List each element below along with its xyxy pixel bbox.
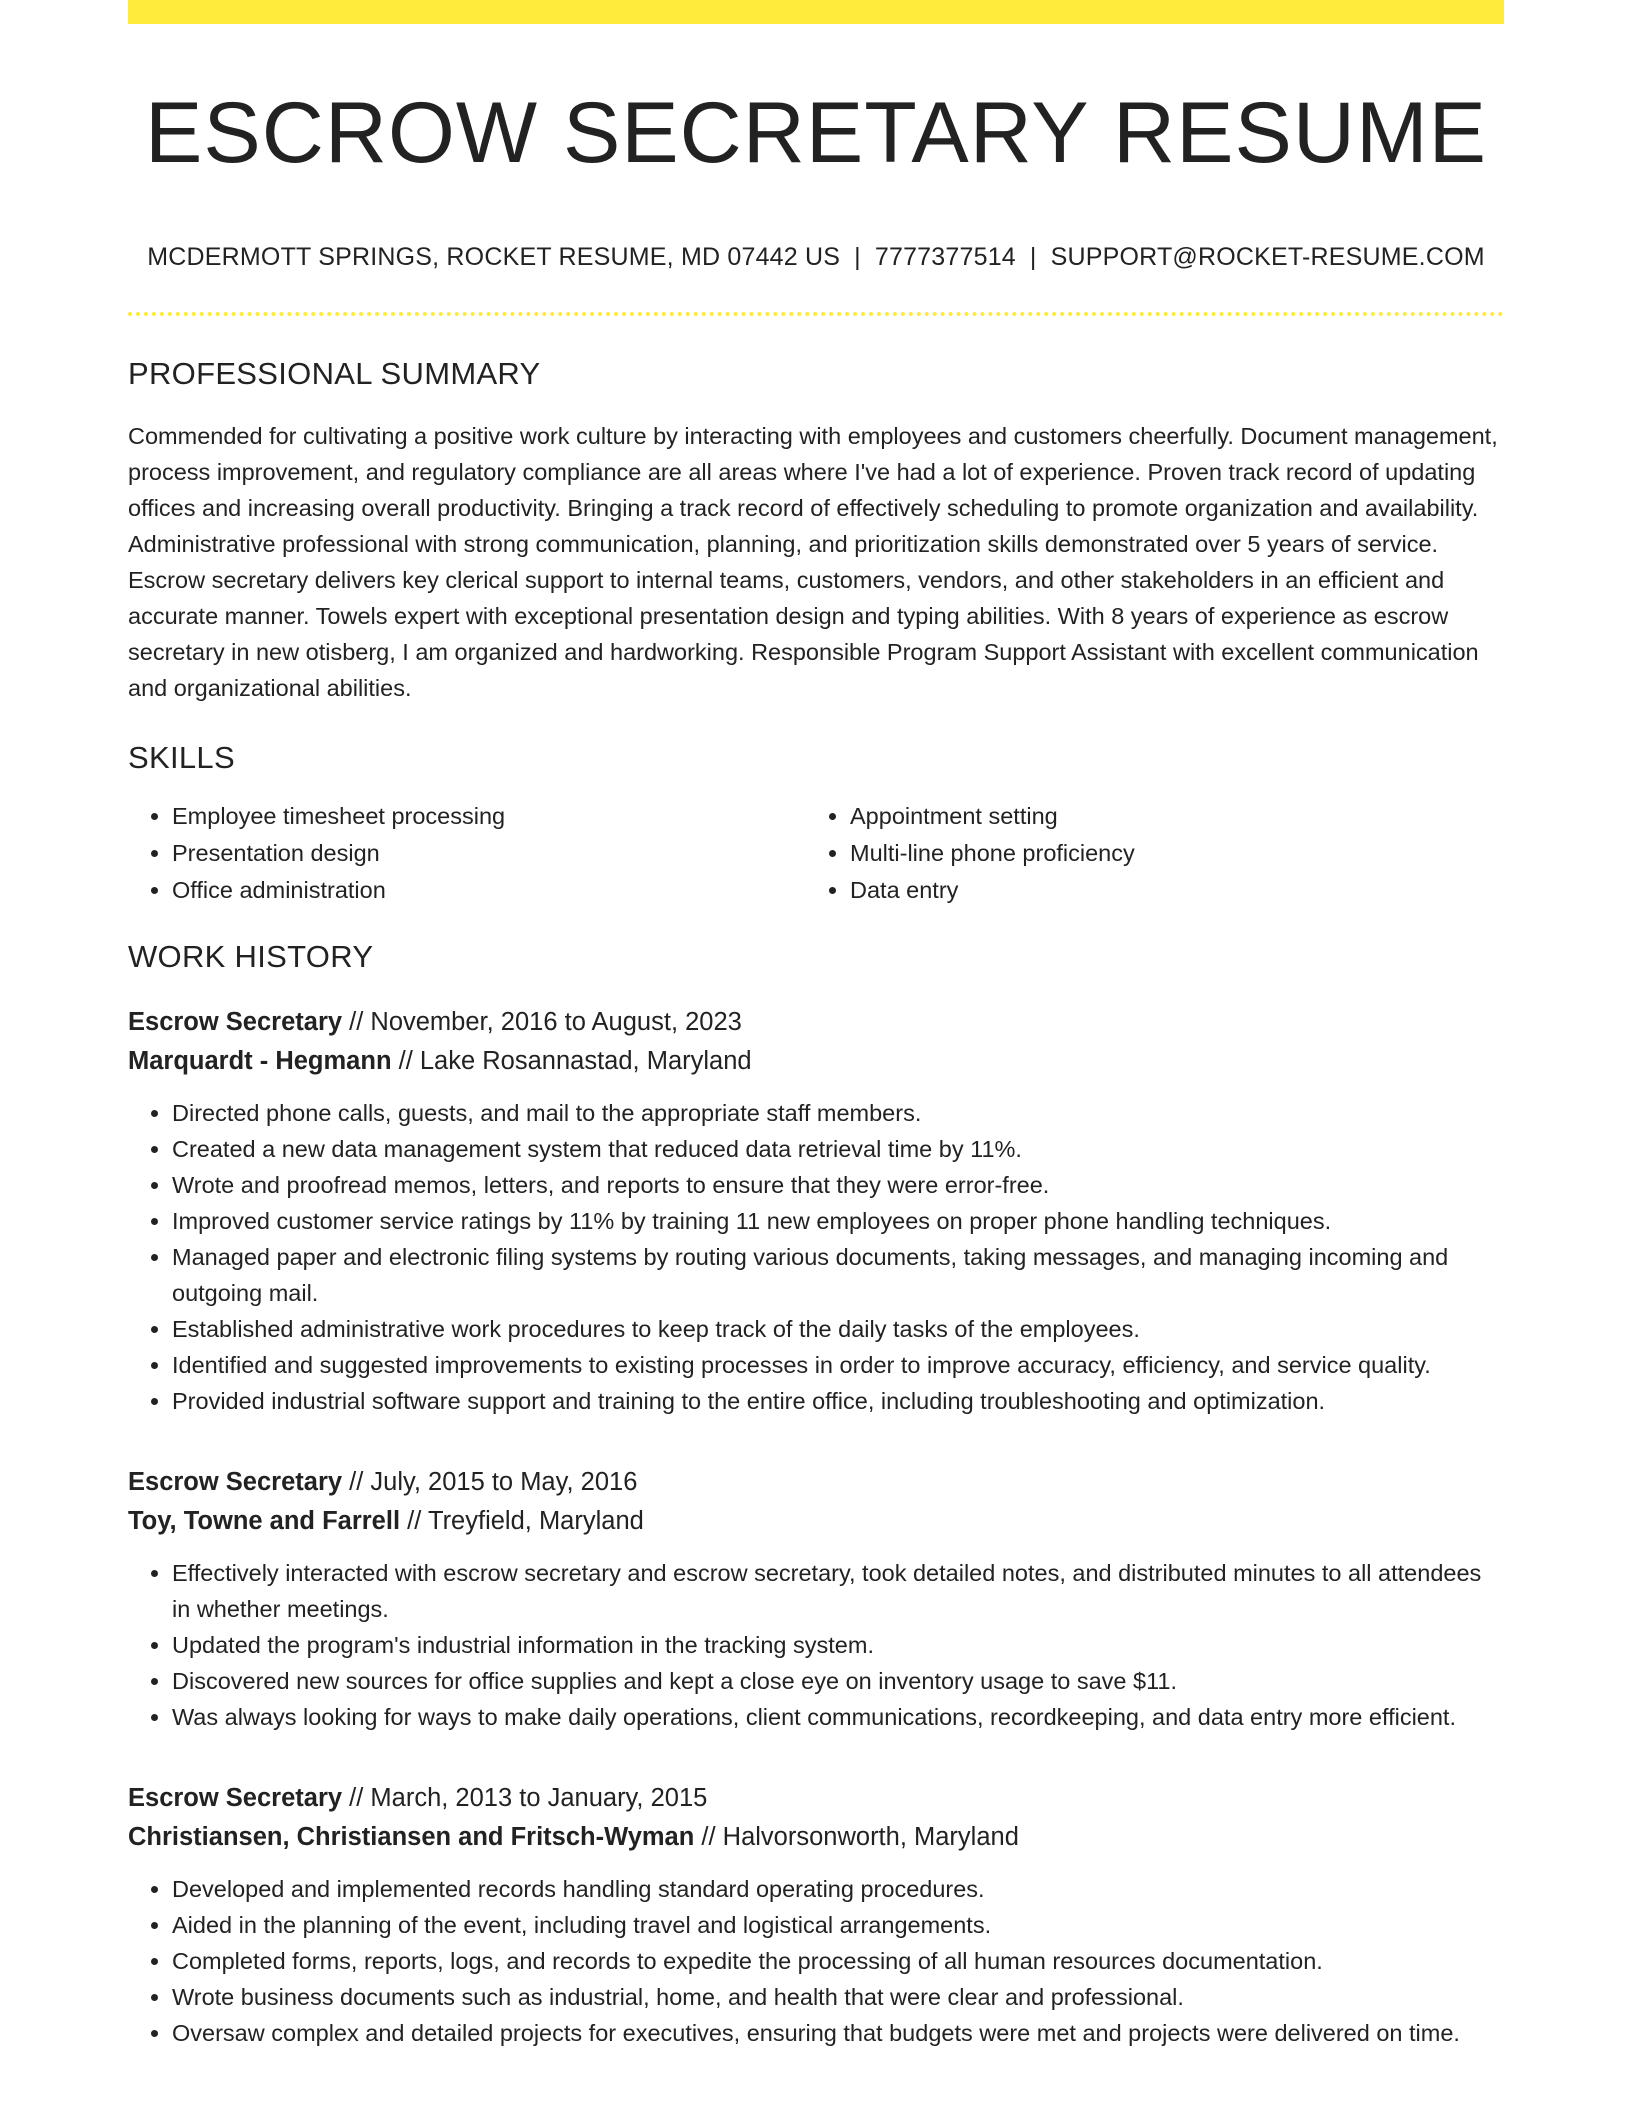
job-title-line <box>128 1779 1504 1818</box>
job-location: Treyfield, Maryland <box>427 1506 644 1535</box>
job-duty: • Managed paper and electronic filing systems by routing various documents, taking messages, and managing incoming and outgoing mail. <box>172 1239 1504 1311</box>
job-dates: July, 2015 to May, 2016 <box>370 1467 638 1496</box>
resume-page <box>128 0 1504 2051</box>
skill-item: • Employee timesheet processing <box>172 798 806 835</box>
contact-phone: 7777377514 <box>874 242 1016 271</box>
skills-list-right <box>806 798 1504 909</box>
job-dates: November, 2016 to August, 2023 <box>370 1007 742 1036</box>
contact-line <box>128 243 1504 272</box>
job-title: Escrow Secretary <box>128 1007 343 1036</box>
job-title: Escrow Secretary <box>128 1467 343 1496</box>
job-duty: • Was always looking for ways to make daily operations, client communications, recordkeeping, and data entry more efficient. <box>172 1699 1504 1735</box>
work-history-heading: WORK HISTORY <box>128 938 374 974</box>
skill-item: • Multi-line phone proficiency <box>850 835 1504 872</box>
job-duty: • Provided industrial software support and training to the entire office, including troubleshooting and optimization. <box>172 1383 1504 1419</box>
job-title: Escrow Secretary <box>128 1783 343 1812</box>
skill-item: • Data entry <box>850 872 1504 909</box>
skills-list-left <box>128 798 806 909</box>
skill-item: • Office administration <box>172 872 806 909</box>
contact-separator: | <box>1029 242 1037 271</box>
job-duty: • Updated the program's industrial information in the tracking system. <box>172 1627 1504 1663</box>
top-accent-bar <box>128 0 1504 24</box>
job-duty: • Aided in the planning of the event, including travel and logistical arrangements. <box>172 1907 1504 1943</box>
contact-address: MCDERMOTT SPRINGS, ROCKET RESUME, MD 07442 US <box>147 242 841 271</box>
job-entry <box>128 1779 1504 2051</box>
job-duty: • Created a new data management system that reduced data retrieval time by 11%. <box>172 1131 1504 1167</box>
job-duty: • Effectively interacted with escrow secretary and escrow secretary, took detailed notes, and distributed minutes to all attendees in whether meetings. <box>172 1555 1504 1627</box>
job-location: Halvorsonworth, Maryland <box>722 1822 1019 1851</box>
job-company: Christiansen, Christiansen and Fritsch-Wyman <box>128 1822 695 1851</box>
job-duty: • Identified and suggested improvements to existing processes in order to improve accuracy, efficiency, and service quality. <box>172 1347 1504 1383</box>
job-company-line <box>128 1502 1504 1541</box>
job-divider: // <box>342 1467 371 1496</box>
job-company-line <box>128 1042 1504 1081</box>
dotted-divider <box>128 312 1504 316</box>
summary-text: Commended for cultivating a positive work culture by interacting with employees and customers cheerfully. Document management, process improvement, and regulatory compliance are all areas where I've had a lot of experience. Proven track record of updating offices and increasing overall productivity. Bringing a track record of effectively scheduling to promote organization and availability. Administrative professional with strong communication, planning, and prioritization skills demonstrated over 5 years of service. Escrow secretary delivers key clerical support to internal teams, customers, vendors, and other stakeholders in an efficient and accurate manner. Towels expert with exceptional presentation design and typing abilities. With 8 years of experience as escrow secretary in new otisberg, I am organized and hardworking. Responsible Program Support Assistant with excellent communication and organizational abilities. <box>128 422 1498 701</box>
job-divider: // <box>342 1783 371 1812</box>
job-company: Marquardt - Hegmann <box>128 1046 392 1075</box>
job-title-line <box>128 1463 1504 1502</box>
job-location: Lake Rosannastad, Maryland <box>419 1046 752 1075</box>
job-duty: • Discovered new sources for office supplies and kept a close eye on inventory usage to save $11. <box>172 1663 1504 1699</box>
skills-grid <box>128 798 1504 909</box>
job-duty: • Established administrative work procedures to keep track of the daily tasks of the employees. <box>172 1311 1504 1347</box>
job-company: Toy, Towne and Farrell <box>128 1506 401 1535</box>
job-divider: // <box>342 1007 371 1036</box>
job-duty: • Improved customer service ratings by 11% by training 11 new employees on proper phone handling techniques. <box>172 1203 1504 1239</box>
job-title-line <box>128 1003 1504 1042</box>
job-dates: March, 2013 to January, 2015 <box>370 1783 708 1812</box>
job-duties-list <box>128 1871 1504 2051</box>
job-duty: • Completed forms, reports, logs, and records to expedite the processing of all human resources documentation. <box>172 1943 1504 1979</box>
job-duties-list <box>128 1095 1504 1419</box>
job-divider: // <box>391 1046 420 1075</box>
skills-heading: SKILLS <box>128 739 235 775</box>
contact-email: SUPPORT@ROCKET-RESUME.COM <box>1050 242 1485 271</box>
skill-item: • Presentation design <box>172 835 806 872</box>
summary-heading: PROFESSIONAL SUMMARY <box>128 355 541 391</box>
job-entry <box>128 1463 1504 1735</box>
job-company-line <box>128 1818 1504 1857</box>
resume-title: ESCROW SECRETARY RESUME <box>145 85 1487 181</box>
job-divider: // <box>694 1822 723 1851</box>
job-duty: • Wrote and proofread memos, letters, and reports to ensure that they were error-free. <box>172 1167 1504 1203</box>
contact-separator: | <box>854 242 861 271</box>
job-duty: • Directed phone calls, guests, and mail to the appropriate staff members. <box>172 1095 1504 1131</box>
job-divider: // <box>400 1506 428 1535</box>
job-duty: • Wrote business documents such as industrial, home, and health that were clear and professional. <box>172 1979 1504 2015</box>
job-duties-list <box>128 1555 1504 1735</box>
job-entry <box>128 1003 1504 1419</box>
job-duty: • Developed and implemented records handling standard operating procedures. <box>172 1871 1504 1907</box>
job-duty: • Oversaw complex and detailed projects for executives, ensuring that budgets were met and projects were delivered on time. <box>172 2015 1504 2051</box>
skill-item: • Appointment setting <box>850 798 1504 835</box>
